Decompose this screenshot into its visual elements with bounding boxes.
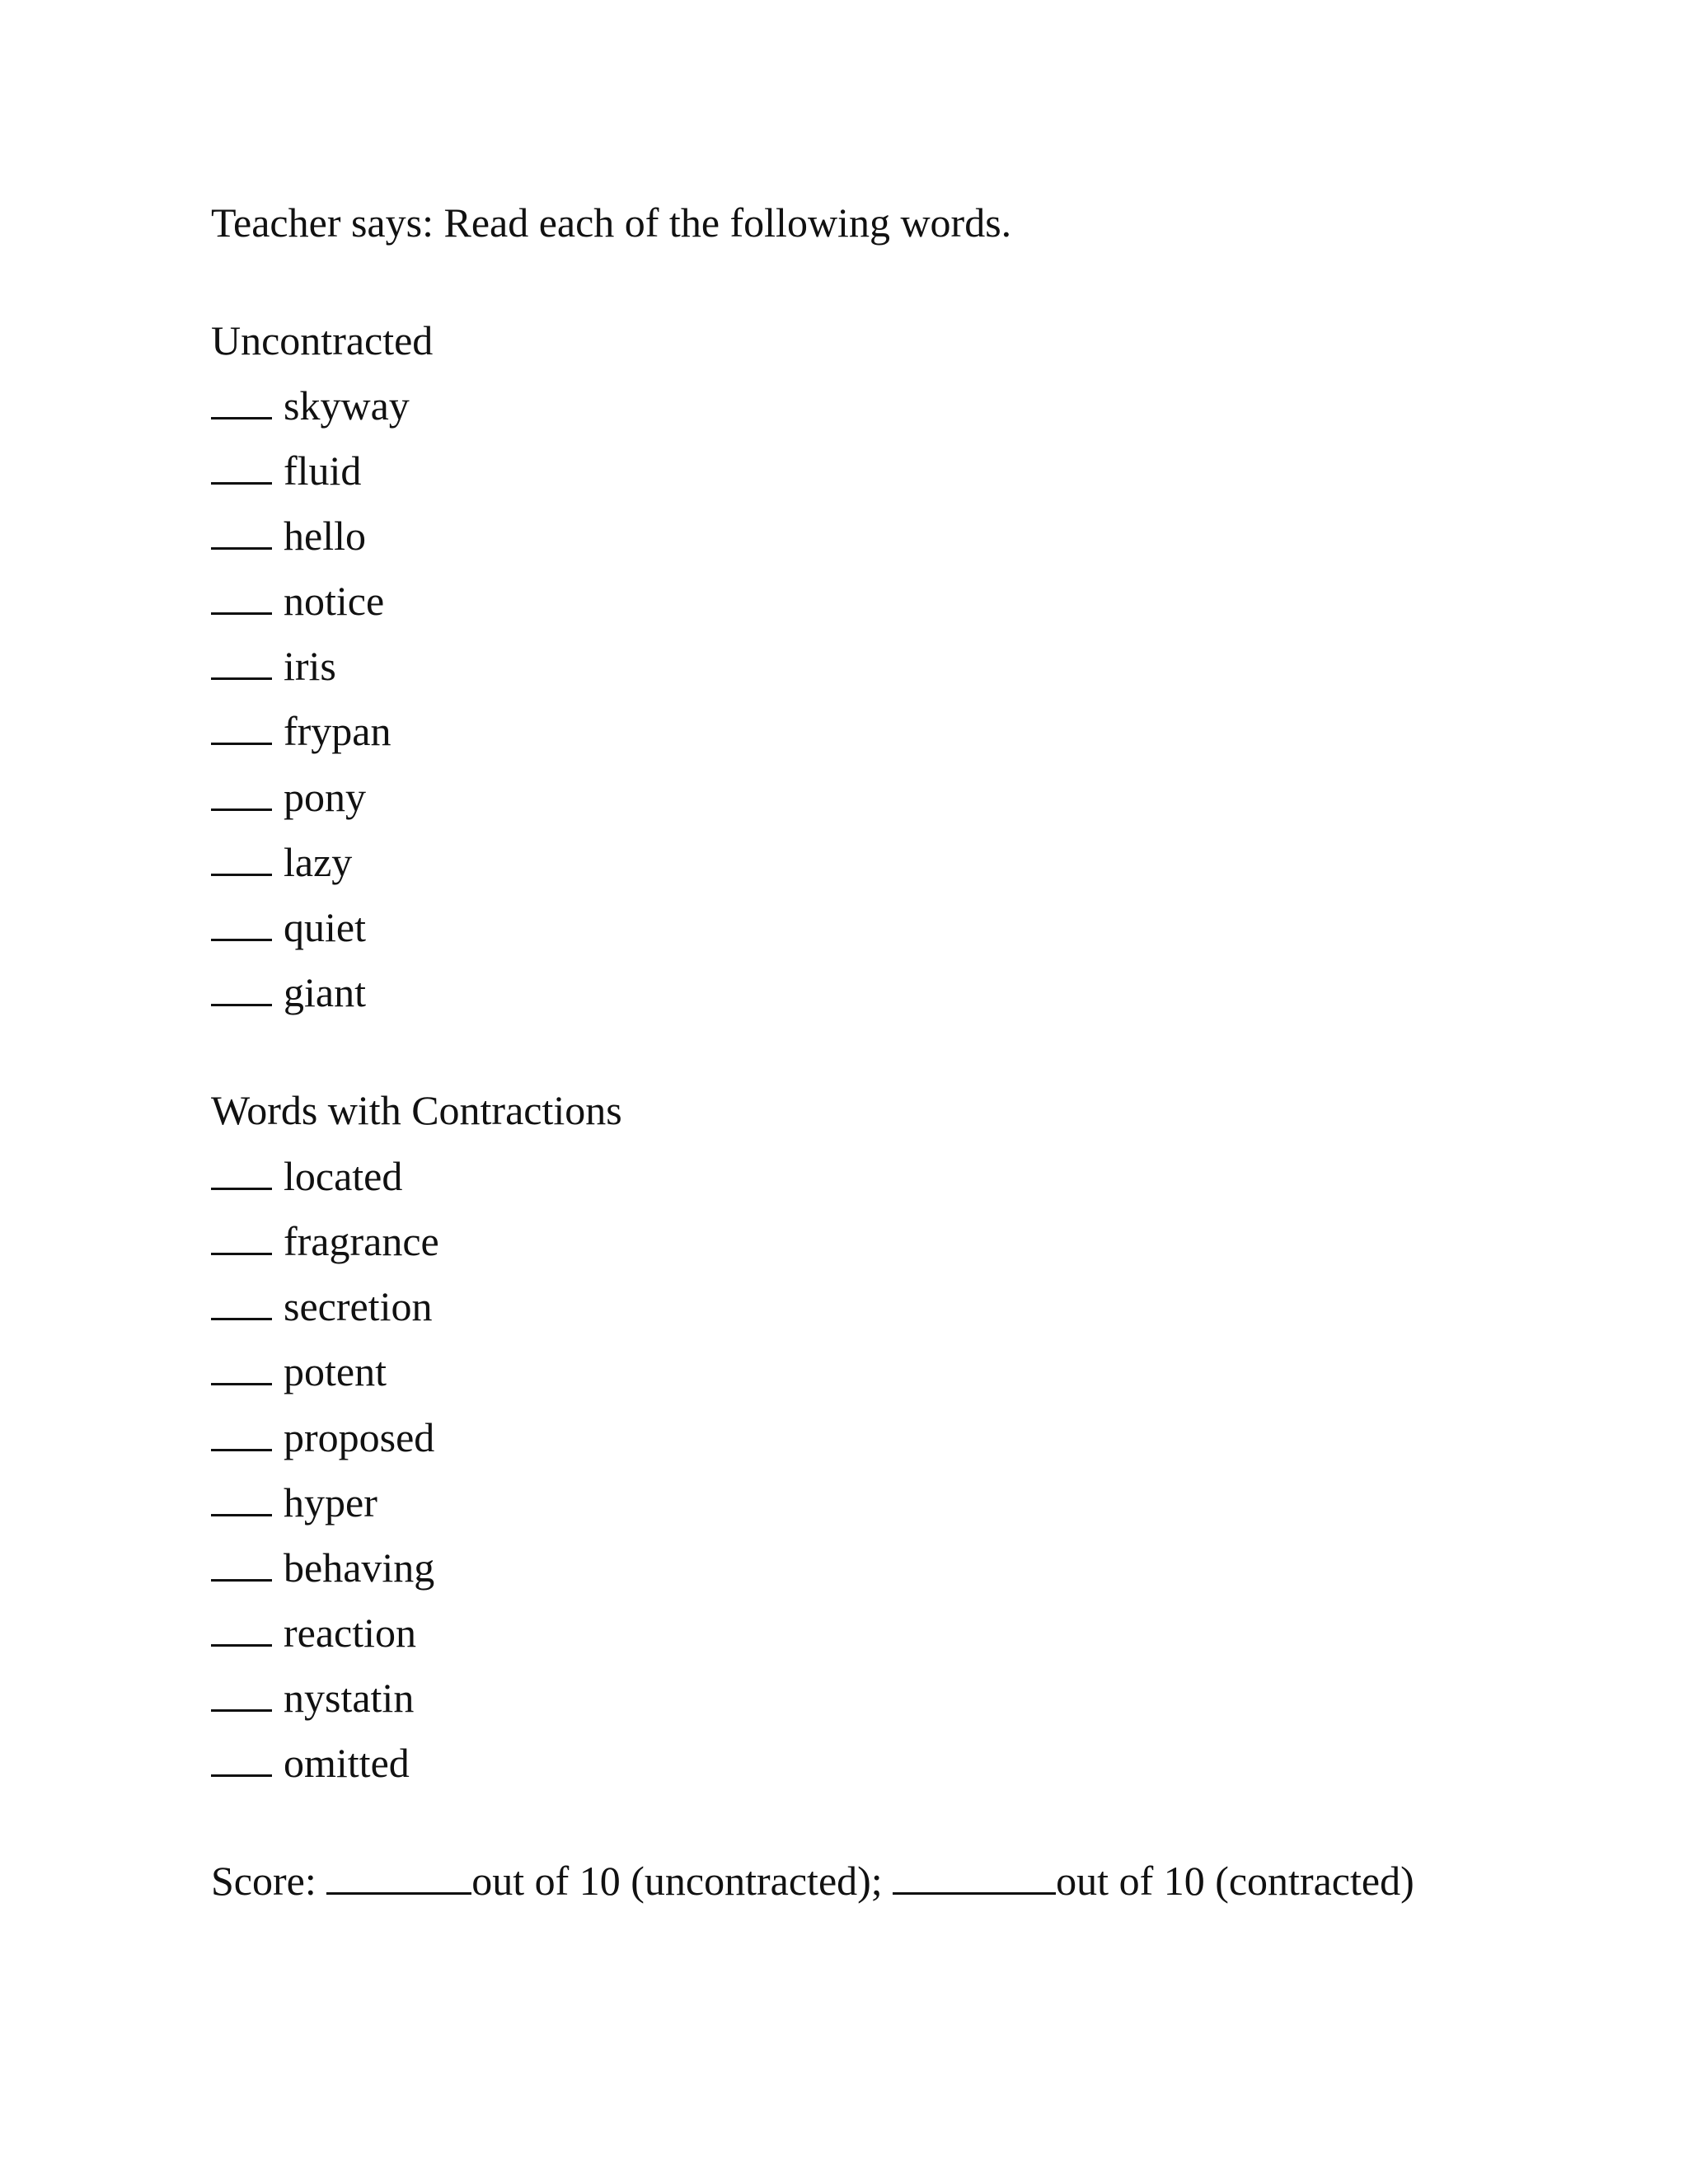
word-label: fragrance	[284, 1218, 439, 1264]
word-label: fluid	[284, 448, 362, 494]
list-item	[211, 1673, 414, 1722]
list-item	[211, 1282, 432, 1331]
answer-blank	[211, 1738, 272, 1777]
answer-blank	[211, 1543, 272, 1582]
answer-blank	[211, 446, 272, 485]
score-blank-uncontracted	[326, 1856, 471, 1895]
score-contracted-text: out of 10 (contracted)	[1056, 1858, 1414, 1904]
list-item	[211, 1478, 377, 1527]
word-label: hyper	[284, 1479, 377, 1526]
answer-blank	[211, 511, 272, 550]
answer-blank	[211, 1347, 272, 1385]
word-label: notice	[284, 578, 385, 624]
answer-blank	[211, 1478, 272, 1516]
list-item	[211, 641, 336, 691]
word-label: secretion	[284, 1283, 433, 1329]
word-label: hello	[284, 513, 366, 559]
score-line	[211, 1856, 1414, 1905]
list-item	[211, 1216, 439, 1266]
answer-blank	[211, 1282, 272, 1320]
answer-blank	[211, 1608, 272, 1647]
score-blank-contracted	[893, 1856, 1056, 1895]
answer-blank	[211, 1151, 272, 1190]
answer-blank	[211, 1413, 272, 1451]
list-item	[211, 1413, 434, 1462]
answer-blank	[211, 837, 272, 876]
list-item	[211, 576, 384, 626]
list-item	[211, 706, 392, 756]
word-label: lazy	[284, 839, 353, 885]
list-item	[211, 381, 410, 430]
list-item	[211, 1738, 410, 1788]
answer-blank	[211, 1673, 272, 1712]
word-label: behaving	[284, 1544, 435, 1591]
answer-blank	[211, 1216, 272, 1255]
answer-blank	[211, 576, 272, 615]
word-label: iris	[284, 643, 336, 689]
list-item	[211, 772, 366, 822]
word-label: quiet	[284, 904, 366, 950]
word-label: omitted	[284, 1740, 410, 1786]
list-item	[211, 968, 366, 1017]
word-label: frypan	[284, 708, 392, 754]
word-label: proposed	[284, 1414, 435, 1460]
contracted-heading: Words with Contractions	[211, 1087, 622, 1133]
list-item	[211, 1151, 402, 1201]
word-label: located	[284, 1153, 403, 1199]
word-label: pony	[284, 774, 366, 820]
score-uncontracted-text: out of 10 (uncontracted);	[471, 1858, 883, 1904]
list-item	[211, 511, 366, 560]
word-label: potent	[284, 1348, 387, 1394]
score-label: Score:	[211, 1858, 316, 1904]
list-item	[211, 1347, 387, 1396]
answer-blank	[211, 772, 272, 811]
answer-blank	[211, 381, 272, 419]
word-label: giant	[284, 969, 366, 1015]
list-item	[211, 902, 366, 952]
answer-blank	[211, 902, 272, 941]
list-item	[211, 1608, 416, 1657]
answer-blank	[211, 968, 272, 1006]
answer-blank	[211, 706, 272, 745]
list-item	[211, 837, 352, 887]
uncontracted-heading: Uncontracted	[211, 317, 434, 363]
answer-blank	[211, 641, 272, 680]
word-label: skyway	[284, 382, 410, 429]
word-label: nystatin	[284, 1675, 415, 1721]
list-item	[211, 446, 361, 495]
instruction-text: Teacher says: Read each of the following words.	[211, 199, 1012, 246]
word-label: reaction	[284, 1610, 417, 1656]
list-item	[211, 1543, 434, 1592]
